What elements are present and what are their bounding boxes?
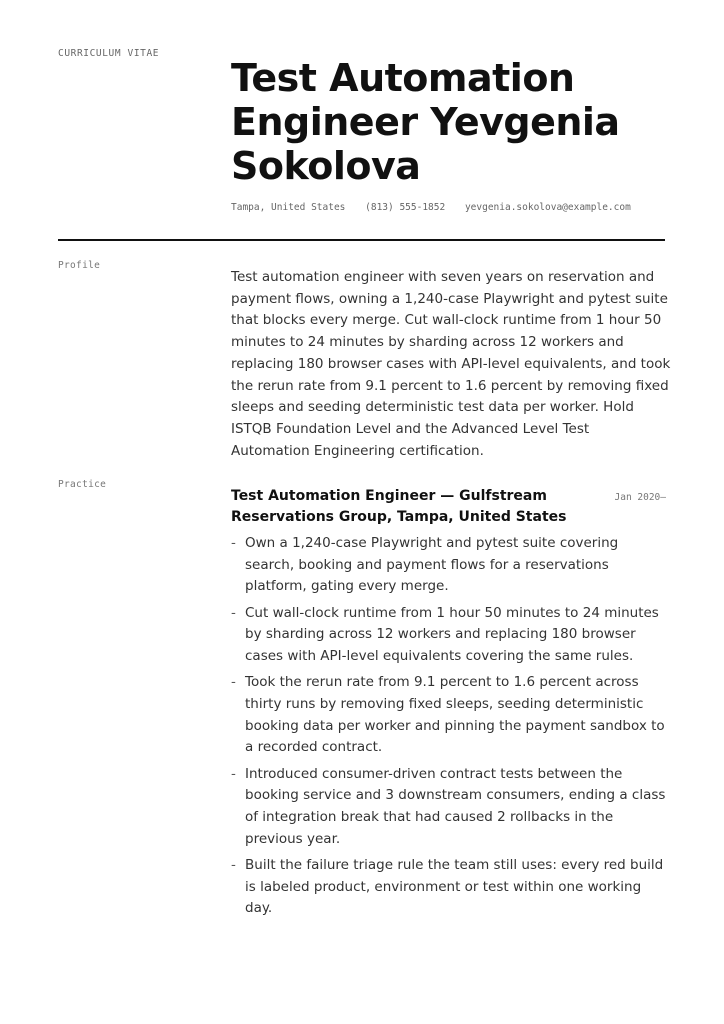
bullet-text: Introduced consumer-driven contract tests between the booking service and 3 downstream consumers, ending a class of integration break that had caused 2 rollbacks in the previous year. [245,765,666,847]
document-eyebrow: CURRICULUM VITAE [58,48,160,59]
bullet-marker: - [231,856,236,873]
bullet-marker: - [231,674,236,691]
bullet-text: Own a 1,240-case Playwright and pytest suite covering search, booking and payment flows for a reservations platform, gating every merge. [245,535,619,595]
section-label-profile: Profile [58,260,101,271]
bullet-marker: - [231,765,236,782]
contact-line [231,202,645,213]
bullet-text: Built the failure triage rule the team still uses: every red build is labeled product, environment or test within one working day. [245,856,664,917]
contact-location: Tampa, United States [231,202,346,213]
header-divider [58,239,665,241]
list-item [231,533,671,598]
bullet-text: Cut wall-clock runtime from 1 hour 50 minutes to 24 minutes by sharding across 12 workers and replacing 180 browser cases with API-level equivalents covering the same rules. [245,604,659,665]
section-label-practice: Practice [58,479,107,490]
profile-summary: Test automation engineer with seven years on reservation and payment flows, owning a 1,240-case Playwright and pytest suite that blocks every merge. Cut wall-clock runtime from 1 hour 50 minutes to 24 minutes by sharding across 12 workers and replacing 180 browser cases with API-level equivalents, and took the rerun rate from 9.1 percent to 1.6 percent by removing fixed sleeps and seeding deterministic test data per worker. Hold ISTQB Foundation Level and the Advanced Level Test Automation Engineering certification. [231,269,671,459]
contact-phone: (813) 555-1852 [365,202,446,213]
bullet-text: Took the rerun rate from 9.1 percent to 1.6 percent across thirty runs by removing fixed sleeps, seeding deterministic booking data per worker and pinning the payment sandbox to a recorded contract. [245,674,665,756]
bullet-marker: - [231,535,236,551]
job-bullet-list [231,533,671,924]
candidate-name-heading: Test Automation Engineer Yevgenia Sokolova [231,56,620,188]
list-item [231,855,671,920]
list-item [231,672,671,759]
list-item [231,603,671,668]
contact-email: yevgenia.sokolova@example.com [464,202,631,213]
bullet-marker: - [231,604,236,621]
job-title: Test Automation Engineer — Gulfstream Reservations Group, Tampa, United States [231,488,567,525]
job-date: Jan 2020– [614,492,666,503]
list-item [231,764,671,851]
